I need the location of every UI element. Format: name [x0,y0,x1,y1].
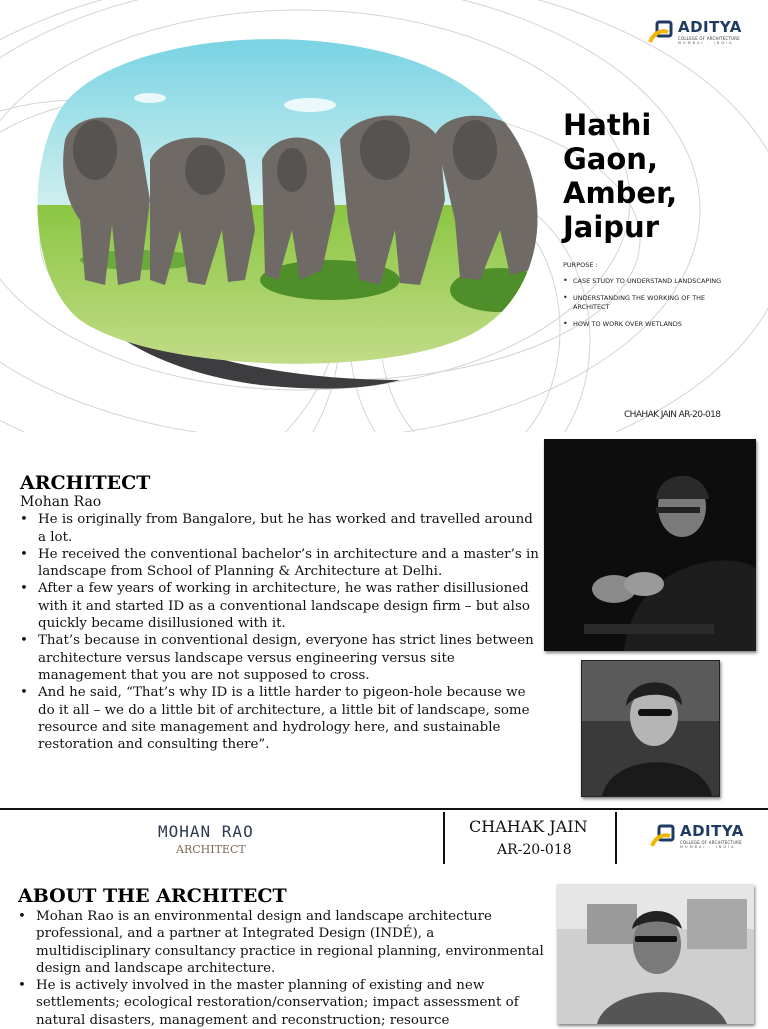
purpose-block [563,261,743,337]
header-divider [615,812,617,864]
logo-city: MUMBAI · INDIA [680,845,736,850]
architect-text [20,494,540,753]
header-divider [443,812,445,864]
section-heading: ARCHITECT [20,472,151,494]
bullet-item: • After a few years of working in architecture, he was rather disillusioned with it and started ID as a conventional landscape design firm – but also quickly became disillusioned with it. [20,580,540,632]
header-architect-name: MOHAN RAO [158,822,254,841]
logo-brand: ADITYA [678,18,742,37]
college-logo [650,824,744,850]
logo-mark-icon [648,20,674,46]
architect-photo-about [557,884,754,1024]
author-credit: CHAHAK JAIN AR-20-018 [624,410,721,420]
logo-city: MUMBAI · INDIA [678,41,734,46]
architect-photo-small [581,660,720,797]
header-architect-role: ARCHITECT [176,843,246,856]
slide-header [0,810,768,868]
bullet-item: • And he said, “That’s why ID is a little harder to pigeon-hole because we do it all – we do a little bit of architecture, a little bit of landscape, some resource and site management and hydrology here, and sustainable restoration and consulting there”. [20,684,540,753]
bullet-item: • He is actively involved in the master planning of existing and new settlements; ecological restoration/conservation; impact assessment of natural disasters, management and reconstruction; resource [18,977,548,1029]
title-slide [0,0,768,432]
bullet-item: • Mohan Rao is an environmental design and landscape architecture professional, and a partner at Integrated Design (INDÉ), a multidisciplinary consultancy practice in regional planning, environmental design and landscape architecture. [18,908,548,977]
slide-title-text: Hathi Gaon, Amber, Jaipur [563,108,678,244]
elephants-photo [0,0,560,400]
purpose-item: • HOW TO WORK OVER WETLANDS [563,320,743,329]
purpose-item: • CASE STUDY TO UNDERSTAND LANDSCAPING [563,277,743,286]
header-author: CHAHAK JAIN [469,817,588,836]
architect-name: Mohan Rao [20,494,102,510]
purpose-item: • UNDERSTANDING THE WORKING OF THE ARCHITECT [563,294,733,312]
bullet-item: • He received the conventional bachelor’s in architecture and a master’s in landscape from School of Planning & Architecture at Delhi. [20,546,540,581]
logo-subtitle: COLLEGE OF ARCHITECTURE [678,36,740,42]
college-logo [648,20,742,46]
bullet-item: • That’s because in conventional design, everyone has strict lines between architecture versus landscape versus engineering versus site management that you are not supposed to cross. [20,632,540,684]
header-author-id: AR-20-018 [497,842,572,858]
logo-subtitle: COLLEGE OF ARCHITECTURE [680,840,742,846]
about-text [18,908,548,1029]
architect-slide [0,434,768,810]
purpose-label: PURPOSE : [563,261,598,269]
section-heading: ABOUT THE ARCHITECT [18,885,287,907]
logo-mark-icon [650,824,676,850]
architect-photo-large [544,439,756,651]
logo-brand: ADITYA [680,822,744,841]
slide-title [563,108,713,244]
bullet-item: • He is originally from Bangalore, but he has worked and travelled around a lot. [20,511,540,546]
